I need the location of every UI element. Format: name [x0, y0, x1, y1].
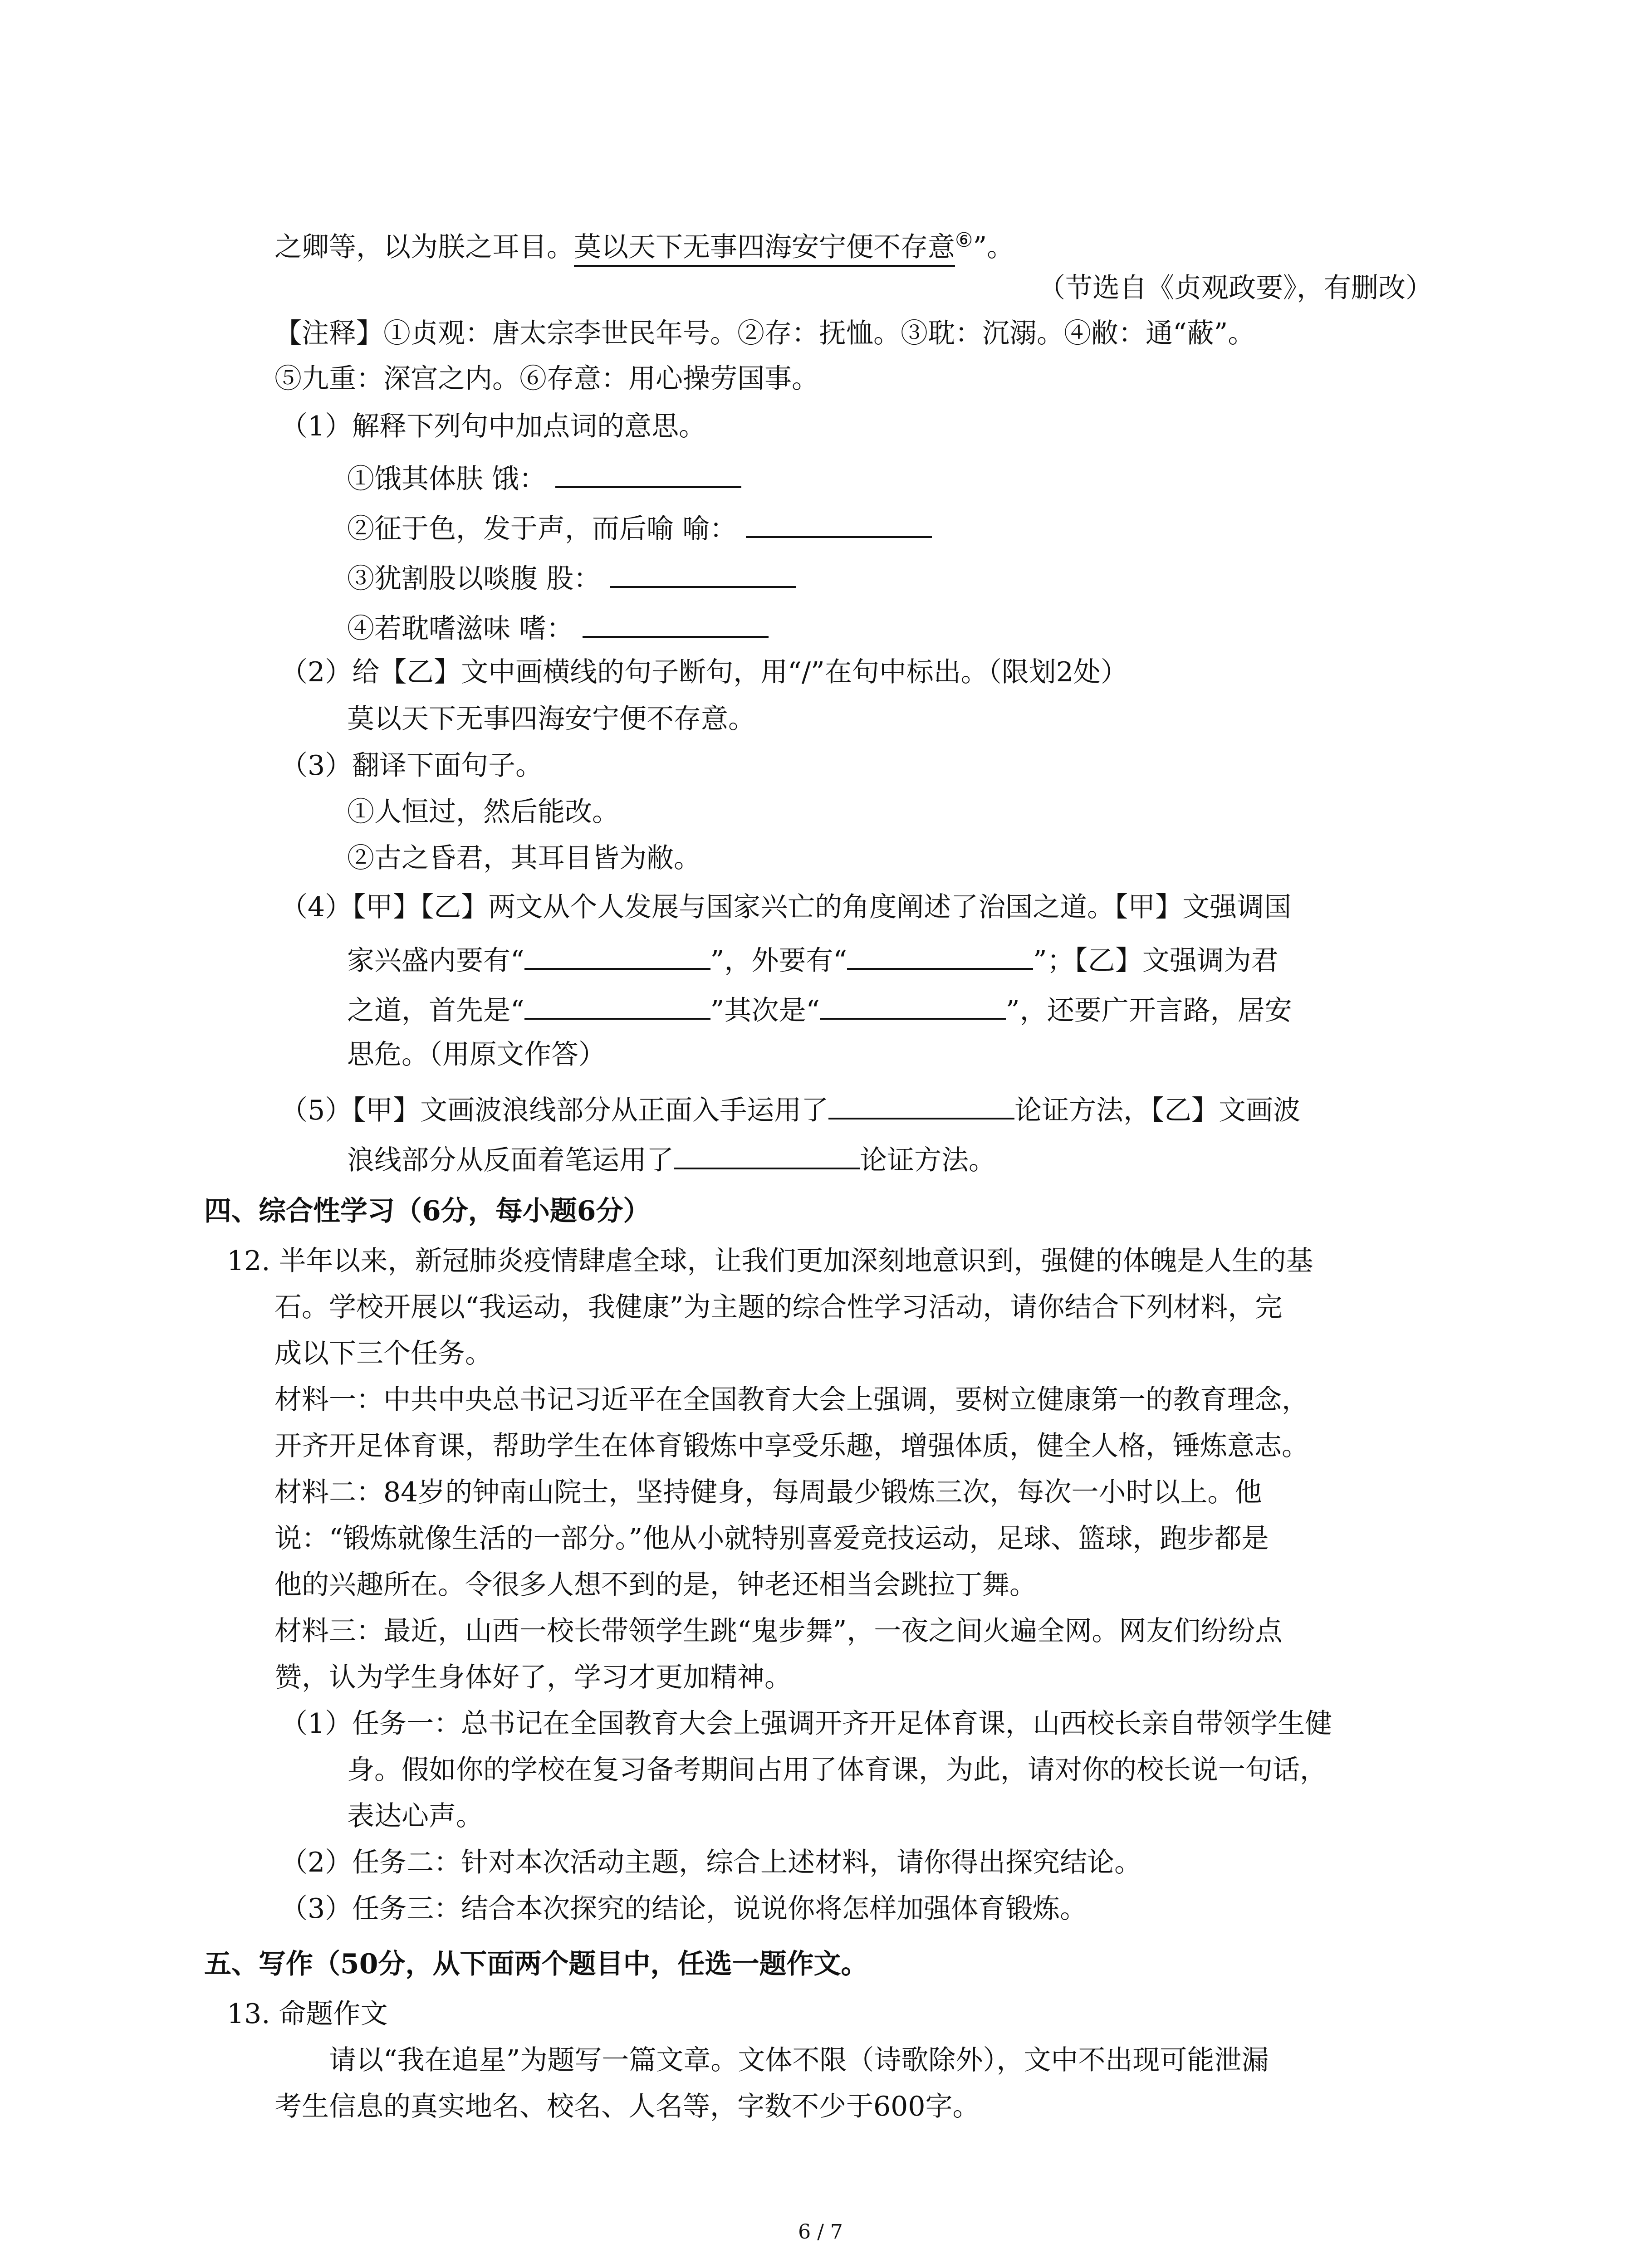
answer-blank[interactable] [610, 557, 796, 588]
passage-tail-line [274, 222, 1014, 265]
q1-stem: （1）解释下列句中加点词的意思。 [280, 411, 706, 442]
answer-blank[interactable] [524, 989, 710, 1020]
answer-blank[interactable] [828, 1089, 1014, 1119]
task-1-line-1: （1）任务一：总书记在全国教育大会上强调开齐开足体育课，山西校长亲自带领学生健 [280, 1708, 1332, 1740]
answer-blank[interactable] [847, 939, 1033, 970]
q1-item-4: ④若耽嗜滋味 嗜： [347, 607, 769, 647]
section-5-heading: 五、写作（50分，从下面两个题目中，任选一题作文。 [204, 1948, 868, 1980]
material-1-line-1: 材料一：中共中央总书记习近平在全国教育大会上强调，要树立健康第一的教育理念， [274, 1384, 1309, 1416]
material-3-line-2: 赞，认为学生身体好了，学习才更加精神。 [274, 1662, 792, 1693]
q13-title: 13. 命题作文 [227, 1998, 388, 2030]
answer-blank[interactable] [674, 1139, 860, 1169]
q12-line-3: 成以下三个任务。 [274, 1338, 492, 1369]
section-4-heading: 四、综合性学习（6分，每小题6分） [204, 1195, 651, 1227]
q3-item-2: ②古之昏君，其耳目皆为敝。 [347, 842, 701, 874]
task-1-line-2: 身。假如你的学校在复习备考期间占用了体育课，为此，请对你的校长说一句话， [347, 1754, 1327, 1786]
q4-line-2: 家兴盛内要有“ ”，外要有“ ”；【乙】文强调为君 [347, 939, 1279, 979]
task-2: （2）任务二：针对本次活动主题，综合上述材料，请你得出探究结论。 [280, 1847, 1142, 1878]
q1-item-3: ③犹割股以啖腹 股： [347, 557, 796, 597]
q12-line-2: 石。学校开展以“我运动，我健康”为主题的综合性学习活动，请你结合下列材料，完 [274, 1291, 1283, 1323]
answer-blank[interactable] [555, 457, 741, 488]
q5-line-2: 浪线部分从反面着笔运用了 论证方法。 [347, 1139, 996, 1178]
q1-item-1: ①饿其体肤 饿： [347, 457, 741, 497]
q2-stem: （2）给【乙】文中画横线的句子断句，用“/”在句中标出。（限划2处） [280, 656, 1128, 688]
source-citation: （节选自《贞观政要》，有删改） [1038, 272, 1433, 304]
q4-line-3: 之道，首先是“ ”其次是“ ”，还要广开言路，居安 [347, 989, 1292, 1029]
note-mark: ⑥ [955, 229, 973, 252]
answer-blank[interactable] [524, 939, 710, 970]
q13-line-2: 考生信息的真实地名、校名、人名等，字数不少于600字。 [274, 2091, 980, 2122]
passage-lead: 之卿等，以为朕之耳目。 [274, 231, 574, 263]
q2-sentence: 莫以天下无事四海安宁便不存意。 [347, 703, 755, 735]
q13-line-1: 请以“我在追星”为题写一篇文章。文体不限（诗歌除外），文中不出现可能泄漏 [329, 2044, 1269, 2076]
material-2-line-2: 说：“锻炼就像生活的一部分。”他从小就特别喜爱竞技运动，足球、篮球，跑步都是 [274, 1523, 1269, 1554]
answer-blank[interactable] [820, 989, 1006, 1020]
q4-line-4: 思危。（用原文作答） [347, 1039, 606, 1070]
page-number: 6 / 7 [798, 2220, 843, 2244]
task-1-line-3: 表达心声。 [347, 1800, 483, 1832]
q4-line-1: （4）【甲】【乙】两文从个人发展与国家兴亡的角度阐述了治国之道。【甲】文强调国 [280, 891, 1292, 923]
q5-line-1: （5）【甲】文画波浪线部分从正面入手运用了 论证方法，【乙】文画波 [280, 1089, 1300, 1129]
material-2-line-3: 他的兴趣所在。令很多人想不到的是，钟老还相当会跳拉丁舞。 [274, 1569, 1037, 1601]
passage-close: ”。 [973, 231, 1014, 263]
material-2-line-1: 材料二：84岁的钟南山院士，坚持健身，每周最少锻炼三次，每次一小时以上。他 [274, 1476, 1262, 1508]
notes-line-1: 【注释】①贞观：唐太宗李世民年号。②存：抚恤。③耽：沉溺。④敝：通“蔽”。 [274, 318, 1255, 349]
q3-item-1: ①人恒过，然后能改。 [347, 796, 619, 828]
q12-line-1: 12. 半年以来，新冠肺炎疫情肆虐全球，让我们更加深刻地意识到，强健的体魄是人生的基 [227, 1245, 1313, 1277]
q3-stem: （3）翻译下面句子。 [280, 750, 543, 782]
material-1-line-2: 开齐开足体育课，帮助学生在体育锻炼中享受乐趣，增强体质，健全人格，锤炼意志。 [274, 1430, 1309, 1462]
answer-blank[interactable] [746, 507, 932, 538]
underlined-sentence: 莫以天下无事四海安宁便不存意 [574, 231, 955, 267]
material-3-line-1: 材料三：最近，山西一校长带领学生跳“鬼步舞”，一夜之间火遍全网。网友们纷纷点 [274, 1615, 1283, 1647]
answer-blank[interactable] [583, 607, 769, 638]
q1-item-2: ②征于色，发于声，而后喻 喻： [347, 507, 932, 547]
task-3: （3）任务三：结合本次探究的结论，说说你将怎样加强体育锻炼。 [280, 1893, 1087, 1925]
notes-line-2: ⑤九重：深宫之内。⑥存意：用心操劳国事。 [274, 363, 819, 395]
